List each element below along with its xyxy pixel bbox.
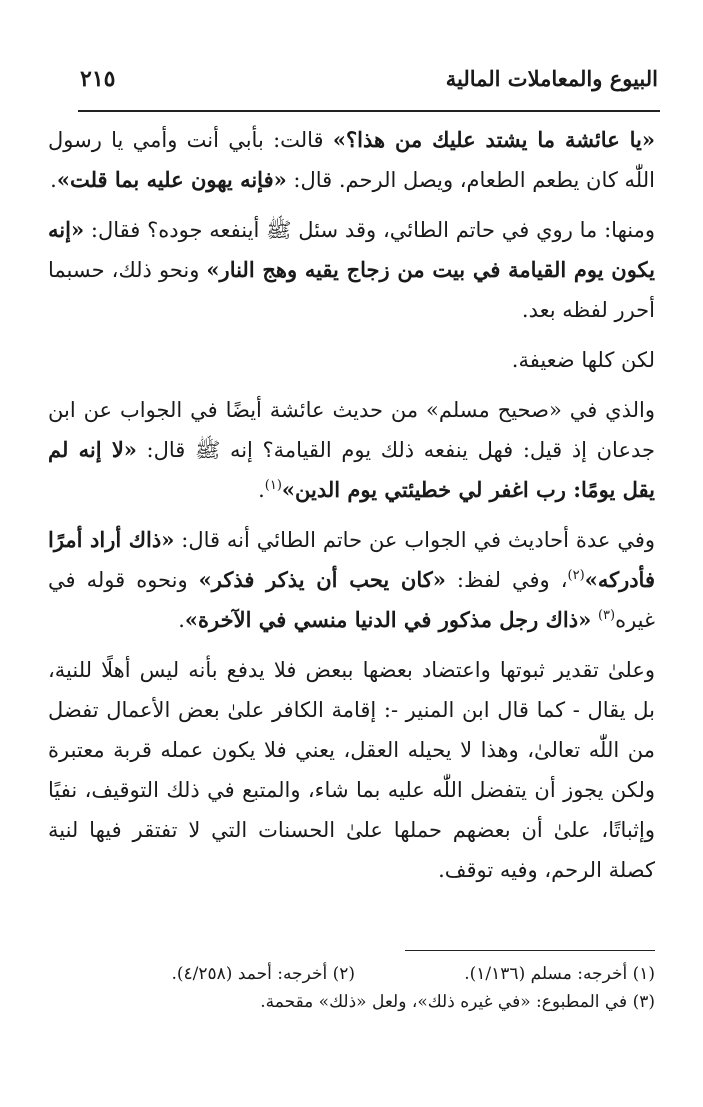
page-body [48,120,655,890]
paragraph-p1 [48,120,655,200]
body-text: لكن كلها ضعيفة. [511,348,655,372]
page-header [80,62,658,102]
paragraph-p6 [48,650,655,890]
body-text: . [258,478,265,502]
quoted-hadith-text: «ذاك رجل مذكور في الدنيا منسي في الآخرة» [184,607,592,632]
footnote-rule [405,950,655,951]
running-title: البيوع والمعاملات المالية [445,66,658,91]
body-text: ونحوه قوله في غيره [48,568,655,632]
body-text: ، وفي لفظ: [445,568,568,592]
quoted-hadith-text: «فإنه يهون عليه بما قلت» [56,167,287,192]
footnote-row [48,988,655,1016]
footnote-reference: (٢) [567,568,585,583]
body-text: . [178,608,185,632]
paragraph-p5 [48,520,655,640]
body-text: وفي عدة أحاديث في الجواب عن حاتم الطائي أنه قال: [174,528,655,552]
body-text [591,608,598,632]
paragraph-p2 [48,210,655,330]
body-text: ونحو ذلك، حسبما أحرر لفظه بعد. [48,258,655,322]
paragraph-p4 [48,390,655,510]
footnote-2: (٢) أخرجه: أحمد (٤/٢٥٨). [171,964,355,984]
header-rule [78,110,660,112]
footnote-reference: (١) [264,478,282,493]
body-text: قالت: بأبي أنت وأمي يا رسول اللّٰه كان يطعم الطعام، ويصل الرحم. قال: [48,128,655,192]
footnote-row [48,960,655,988]
footnote-reference: (٣) [597,608,616,623]
body-text: ومنها: ما روي في حاتم الطائي، وقد سئل ﷺ أينفعه جوده؟ فقال: [84,218,655,242]
footnote-3: (٣) في المطبوع: «في غيره ذلك»، ولعل «ذلك» مقحمة. [260,992,655,1012]
quoted-hadith-text: «كان يحب أن يذكر فذكر» [198,567,446,592]
quoted-hadith-text: «ذاك أراد أمرًا فأدركه» [48,527,655,592]
paragraph-p3 [48,340,655,380]
body-text: وعلىٰ تقدير ثبوتها واعتضاد بعضها ببعض فلا يدفع بأنه ليس أهلًا للنية، بل يقال - كما قال ابن المنير -: إقامة الكافر علىٰ بعض الأعمال تفضل من اللّٰه تعالىٰ، وهذا لا يحيله العقل، يعني فلا يكون عمله قربة معتبرة ولكن يجوز أن يتفضل اللّٰه عليه بما شاء، والمتبع في ذلك التوقيف، نفيًا وإثباتًا، علىٰ أن بعضهم حملها علىٰ الحسنات التي لا تفتقر فيها لنية كصلة الرحم، وفيه توقف. [48,658,655,882]
body-text: والذي في «صحيح مسلم» من حديث عائشة أيضًا في الجواب عن ابن جدعان إذ قيل: فهل ينفعه ذلك يوم القيامة؟ إنه ﷺ قال: [48,398,655,462]
quoted-hadith-text: «يا عائشة ما يشتد عليك من هذا؟» [332,127,655,152]
footnote-1: (١) أخرجه: مسلم (١/١٣٦). [464,964,655,984]
body-text: . [50,168,57,192]
footnotes [48,960,655,1016]
quoted-hadith-text: «إنه يكون يوم القيامة في بيت من زجاج يقيه وهج النار» [48,217,656,282]
page-number: ٢١٥ [80,66,116,92]
quoted-hadith-text: «لا إنه لم يقل يومًا: رب اغفر لي خطيئتي يوم الدين» [48,437,655,502]
